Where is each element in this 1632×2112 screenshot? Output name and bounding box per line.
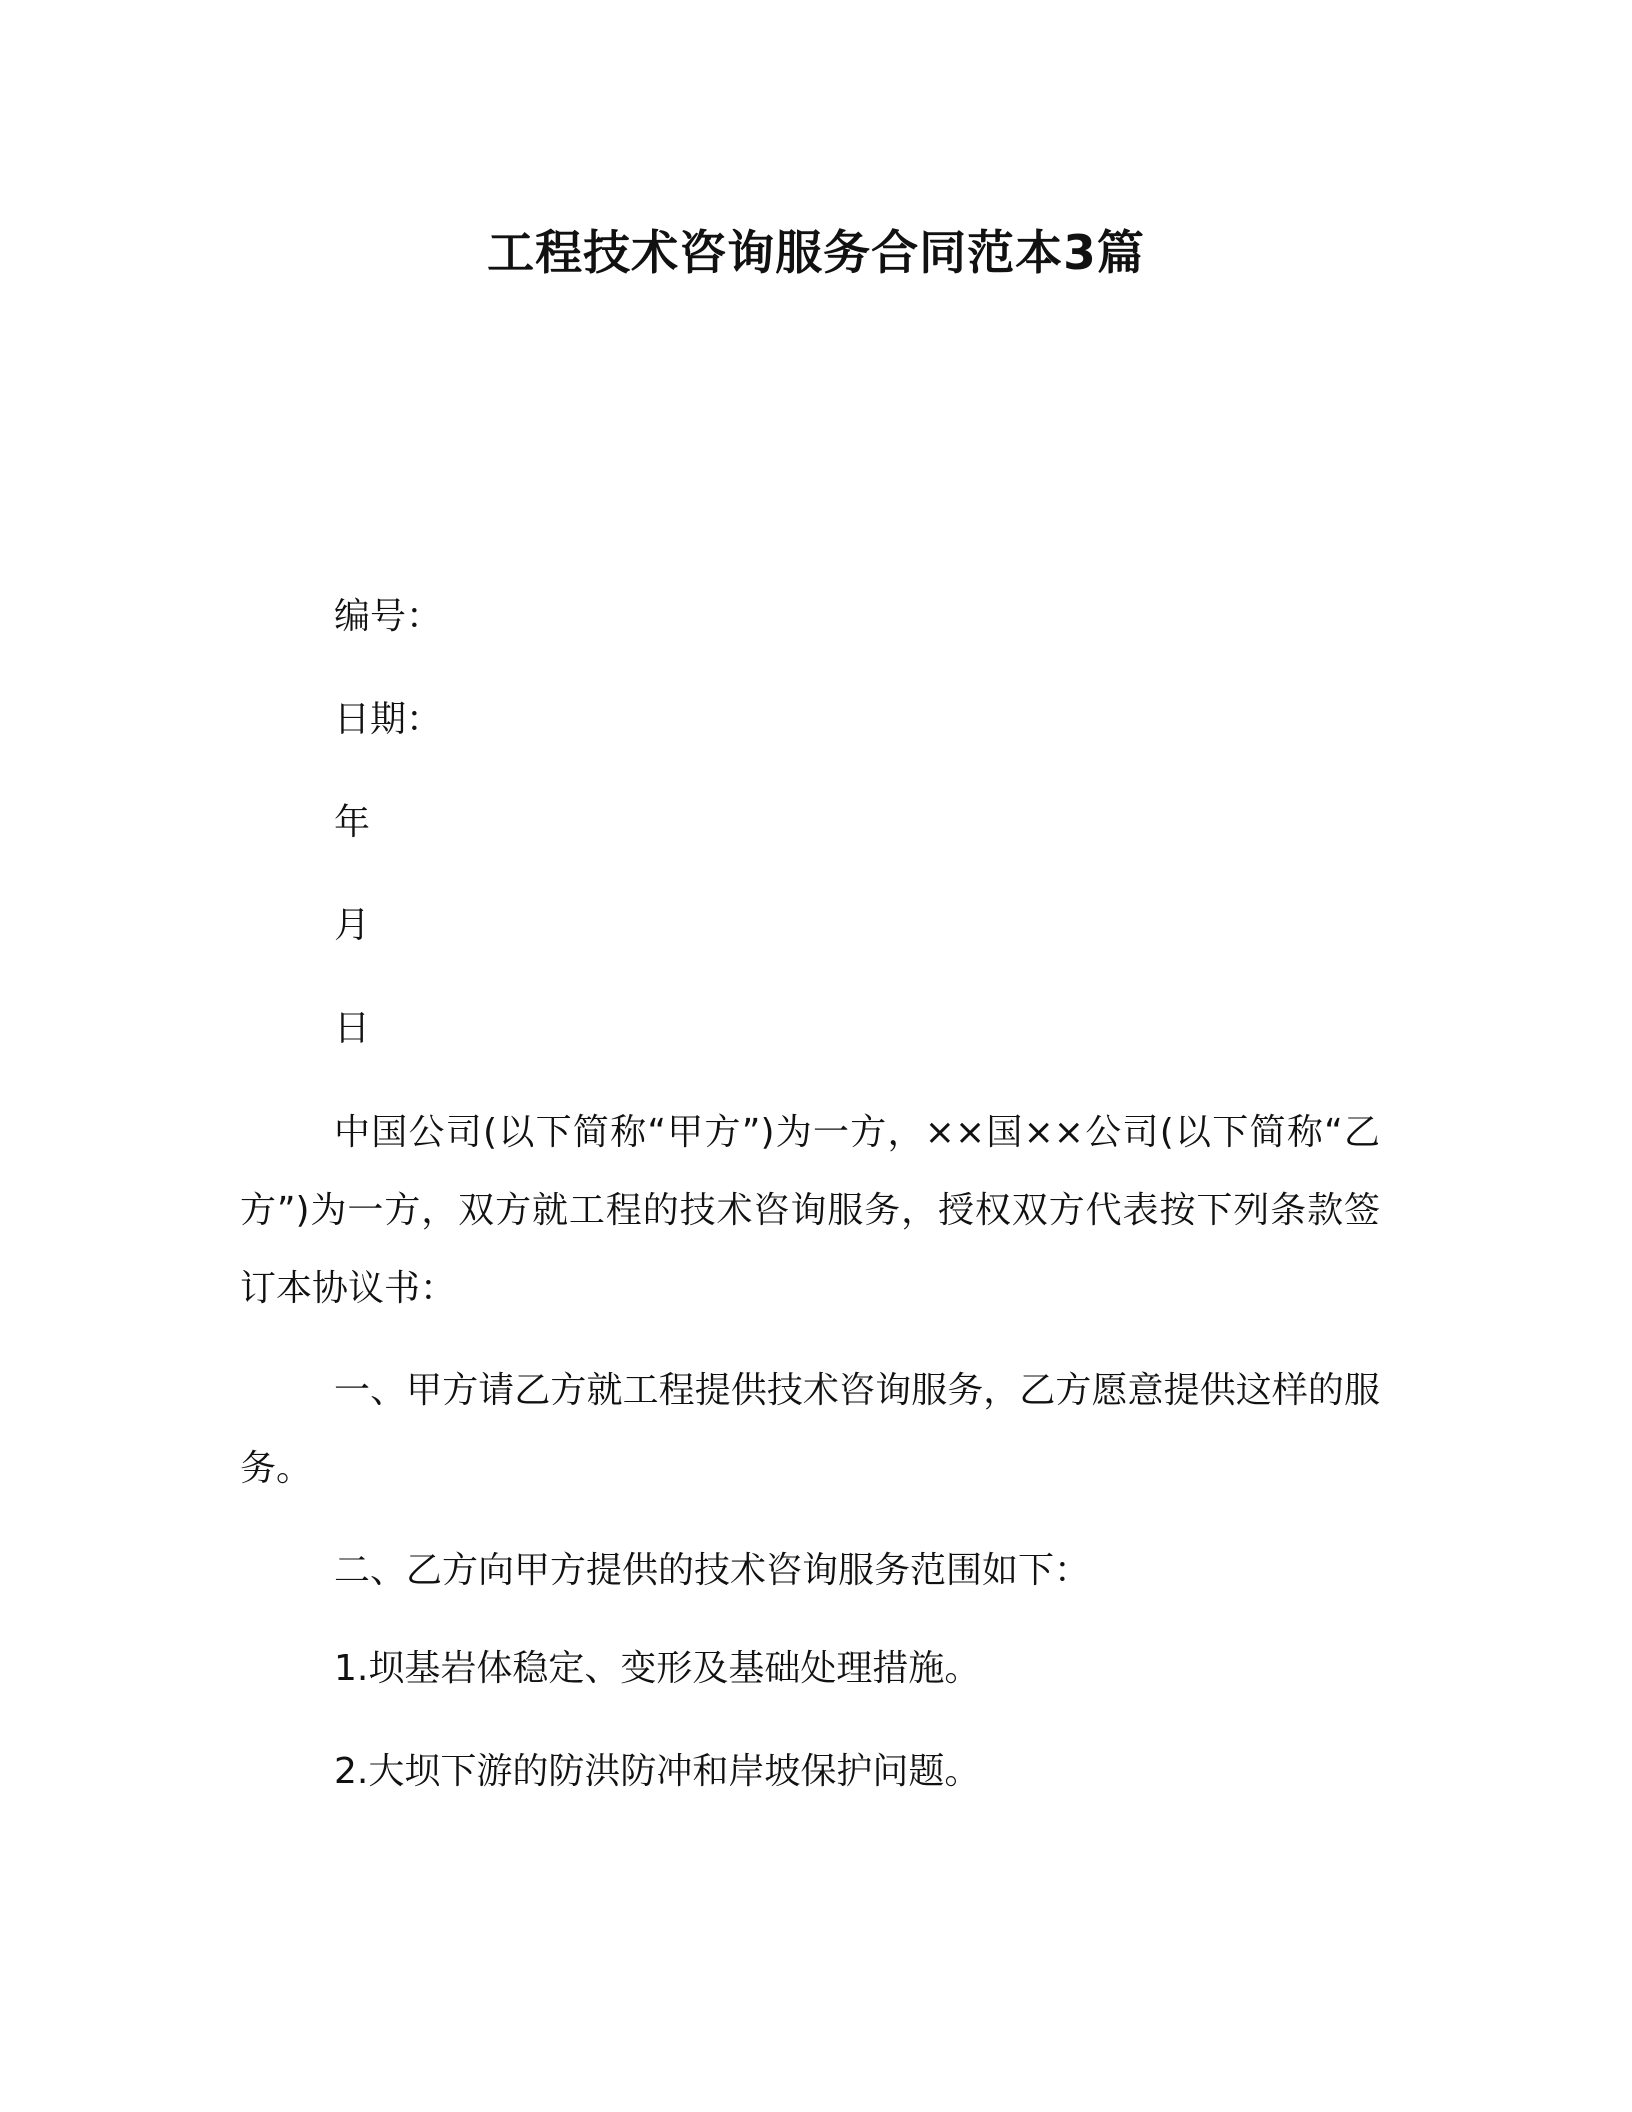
date-field-label: 日期： <box>334 699 443 740</box>
month-label: 月 <box>334 905 371 946</box>
day-label: 日 <box>334 1008 371 1049</box>
list-item: 1.坝基岩体稳定、变形及基础处理措施。 <box>334 1648 981 1689</box>
clause-1-paragraph: 一、甲方请乙方就工程提供技术咨询服务，乙方愿意提供这样的服务。 <box>240 1370 1380 1489</box>
intro-paragraph: 中国公司(以下简称“甲方”)为一方，××国××公司(以下简称“乙方”)为一方，双方就工程的技术咨询服务，授权双方代表按下列条款签订本协议书： <box>240 1112 1380 1309</box>
year-label: 年 <box>334 802 371 843</box>
list-item: 2.大坝下游的防洪防冲和岸坡保护问题。 <box>334 1751 981 1792</box>
clause-2-paragraph: 二、乙方向甲方提供的技术咨询服务范围如下： <box>334 1550 1091 1591</box>
number-field-label: 编号： <box>334 596 443 637</box>
document-title: 工程技术咨询服务合同范本3篇 <box>487 226 1145 281</box>
